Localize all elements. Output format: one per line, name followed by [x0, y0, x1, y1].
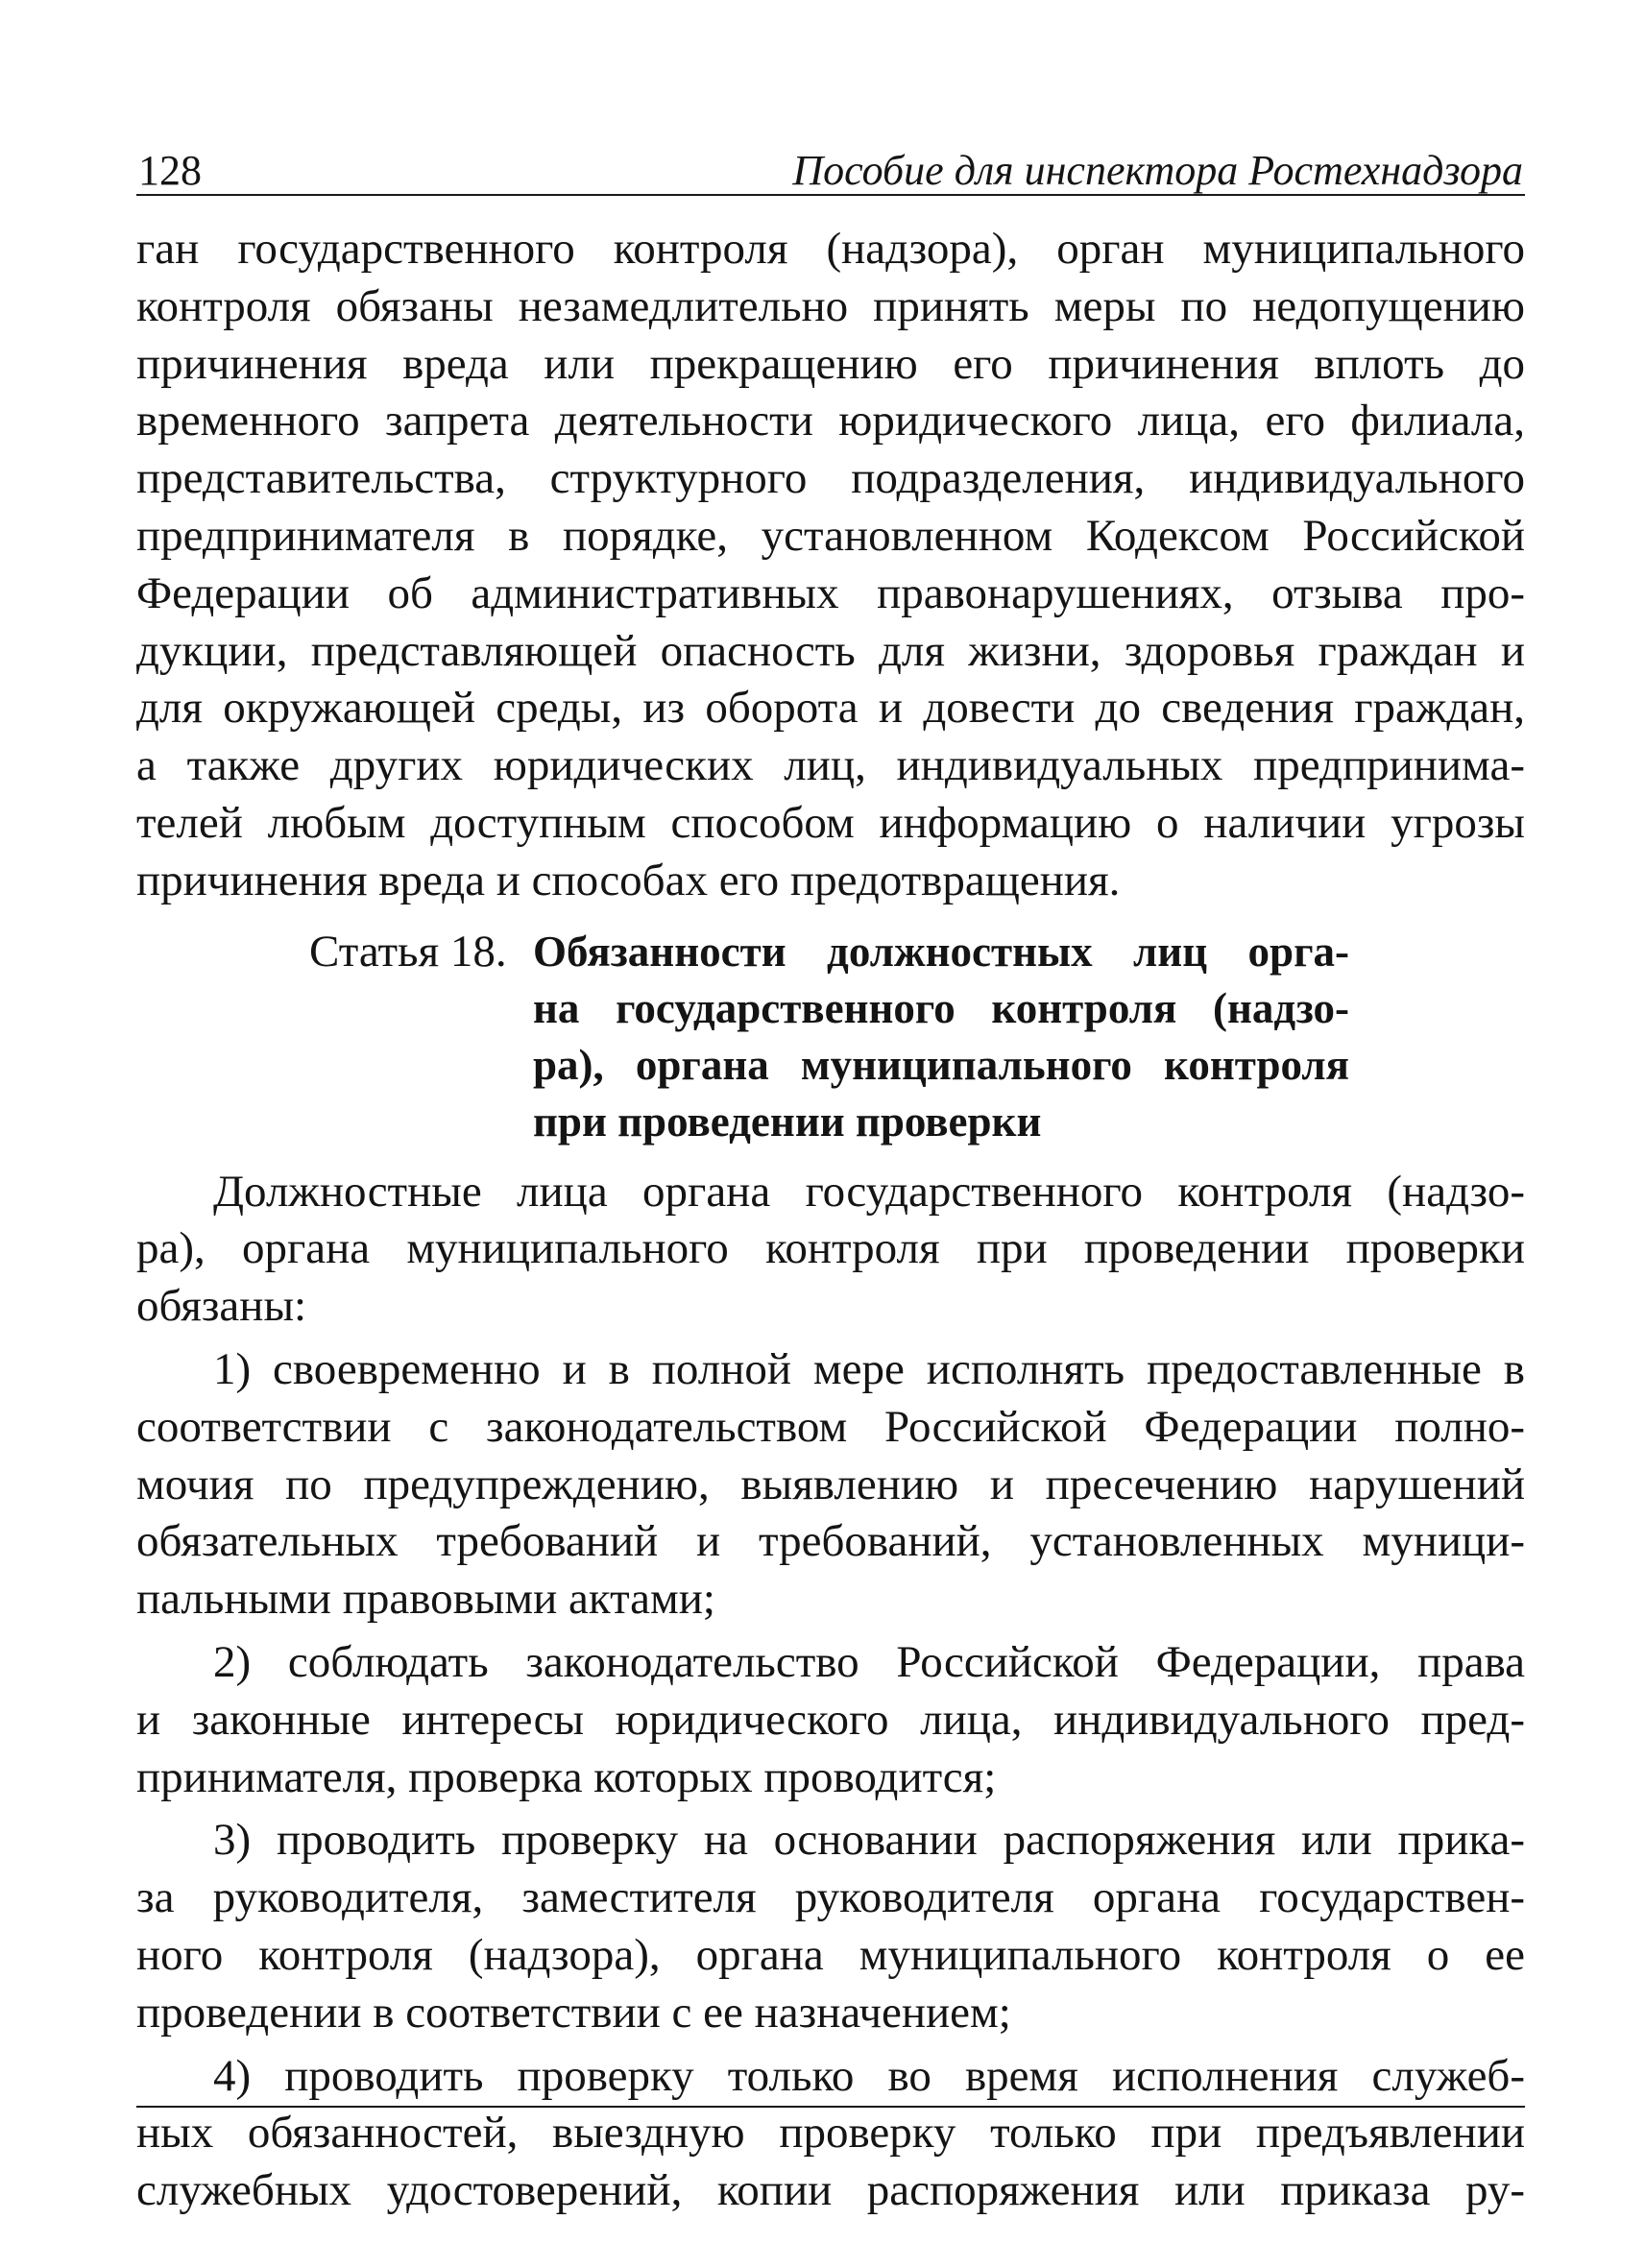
- text-line: причинения вреда и способах его предотвращения.: [136, 855, 1121, 905]
- text-line: мочия по предупреждению, выявлению и пресечению нарушений: [136, 1459, 1525, 1509]
- page-number: 128: [138, 147, 202, 194]
- text-line: представительства, структурного подразделения, индивидуального: [136, 453, 1525, 504]
- text-line: 2) соблюдать законодательство Российской Федерации, права: [213, 1636, 1525, 1687]
- text-line: ра), органа муниципального контроля при проведении проверки: [136, 1223, 1525, 1274]
- article-title-line: Обязанности должностных лиц орга-: [533, 927, 1349, 976]
- text-line: контроля обязаны незамедлительно принять меры по недопущению: [136, 280, 1525, 331]
- text-line: 1) своевременно и в полной мере исполнять предоставленные в: [213, 1343, 1525, 1394]
- article-title: [533, 924, 1349, 1150]
- list-item-1: [136, 1341, 1525, 1629]
- running-header: [136, 134, 1525, 196]
- text-line: обязательных требований и требований, установленных муници-: [136, 1516, 1525, 1567]
- list-item-4: [136, 2048, 1525, 2220]
- article-title-line: на государственного контроля (надзо-: [533, 983, 1349, 1032]
- text-line: пальными правовыми актами;: [136, 1574, 715, 1625]
- book-page: [136, 134, 1525, 2220]
- text-line: и законные интересы юридического лица, индивидуального пред-: [136, 1694, 1525, 1745]
- text-line: Федерации об административных правонарушениях, отзыва про-: [136, 567, 1525, 618]
- text-line: временного запрета деятельности юридического лица, его филиала,: [136, 396, 1525, 446]
- list-item-2: [136, 1634, 1525, 1806]
- article-heading: [136, 924, 1525, 1150]
- text-line: проведении в соответствии с ее назначением;: [136, 1987, 1011, 2038]
- text-line: Должностные лица органа государственного контроля (надзо-: [213, 1166, 1525, 1217]
- text-line: 3) проводить проверку на основании распоряжения или прика-: [213, 1815, 1525, 1866]
- article-title-line: при проведении проверки: [533, 1097, 1042, 1146]
- text-line: предпринимателя в порядке, установленном Кодексом Российской: [136, 510, 1525, 561]
- paragraph-continuation: [136, 221, 1525, 910]
- text-line: а также других юридических лиц, индивидуальных предпринима-: [136, 740, 1525, 791]
- article-intro-paragraph: [136, 1164, 1525, 1336]
- list-item-3: [136, 1812, 1525, 2041]
- text-line: дукции, представляющей опасность для жизни, здоровья граждан и: [136, 625, 1525, 676]
- text-line: ных обязанностей, выездную проверку только при предъявлении: [136, 2108, 1525, 2159]
- article-title-line: ра), органа муниципального контроля: [533, 1040, 1349, 1089]
- text-line: соответствии с законодательством Российской Федерации полно-: [136, 1401, 1525, 1452]
- text-line: за руководителя, заместителя руководителя органа государствен-: [136, 1872, 1525, 1923]
- text-line: причинения вреда или прекращению его причинения вплоть до: [136, 338, 1525, 389]
- body-text: [136, 221, 1525, 2220]
- text-line: 4) проводить проверку только во время исполнения служеб-: [213, 2050, 1525, 2101]
- text-line: обязаны:: [136, 1281, 307, 1332]
- text-line: ган государственного контроля (надзора), орган муниципального: [136, 224, 1525, 274]
- running-title: Пособие для инспектора Ростехнадзора: [792, 147, 1523, 194]
- text-line: служебных удостоверений, копии распоряжения или приказа ру-: [136, 2165, 1525, 2216]
- text-line: ного контроля (надзора), органа муниципального контроля о ее: [136, 1929, 1525, 1980]
- text-line: для окружающей среды, из оборота и довести до сведения граждан,: [136, 683, 1525, 734]
- article-label: Статья 18.: [309, 926, 507, 977]
- text-line: телей любым доступным способом информацию о наличии угрозы: [136, 797, 1525, 848]
- footer-rule: [136, 2106, 1525, 2108]
- text-line: принимателя, проверка которых проводится;: [136, 1751, 997, 1802]
